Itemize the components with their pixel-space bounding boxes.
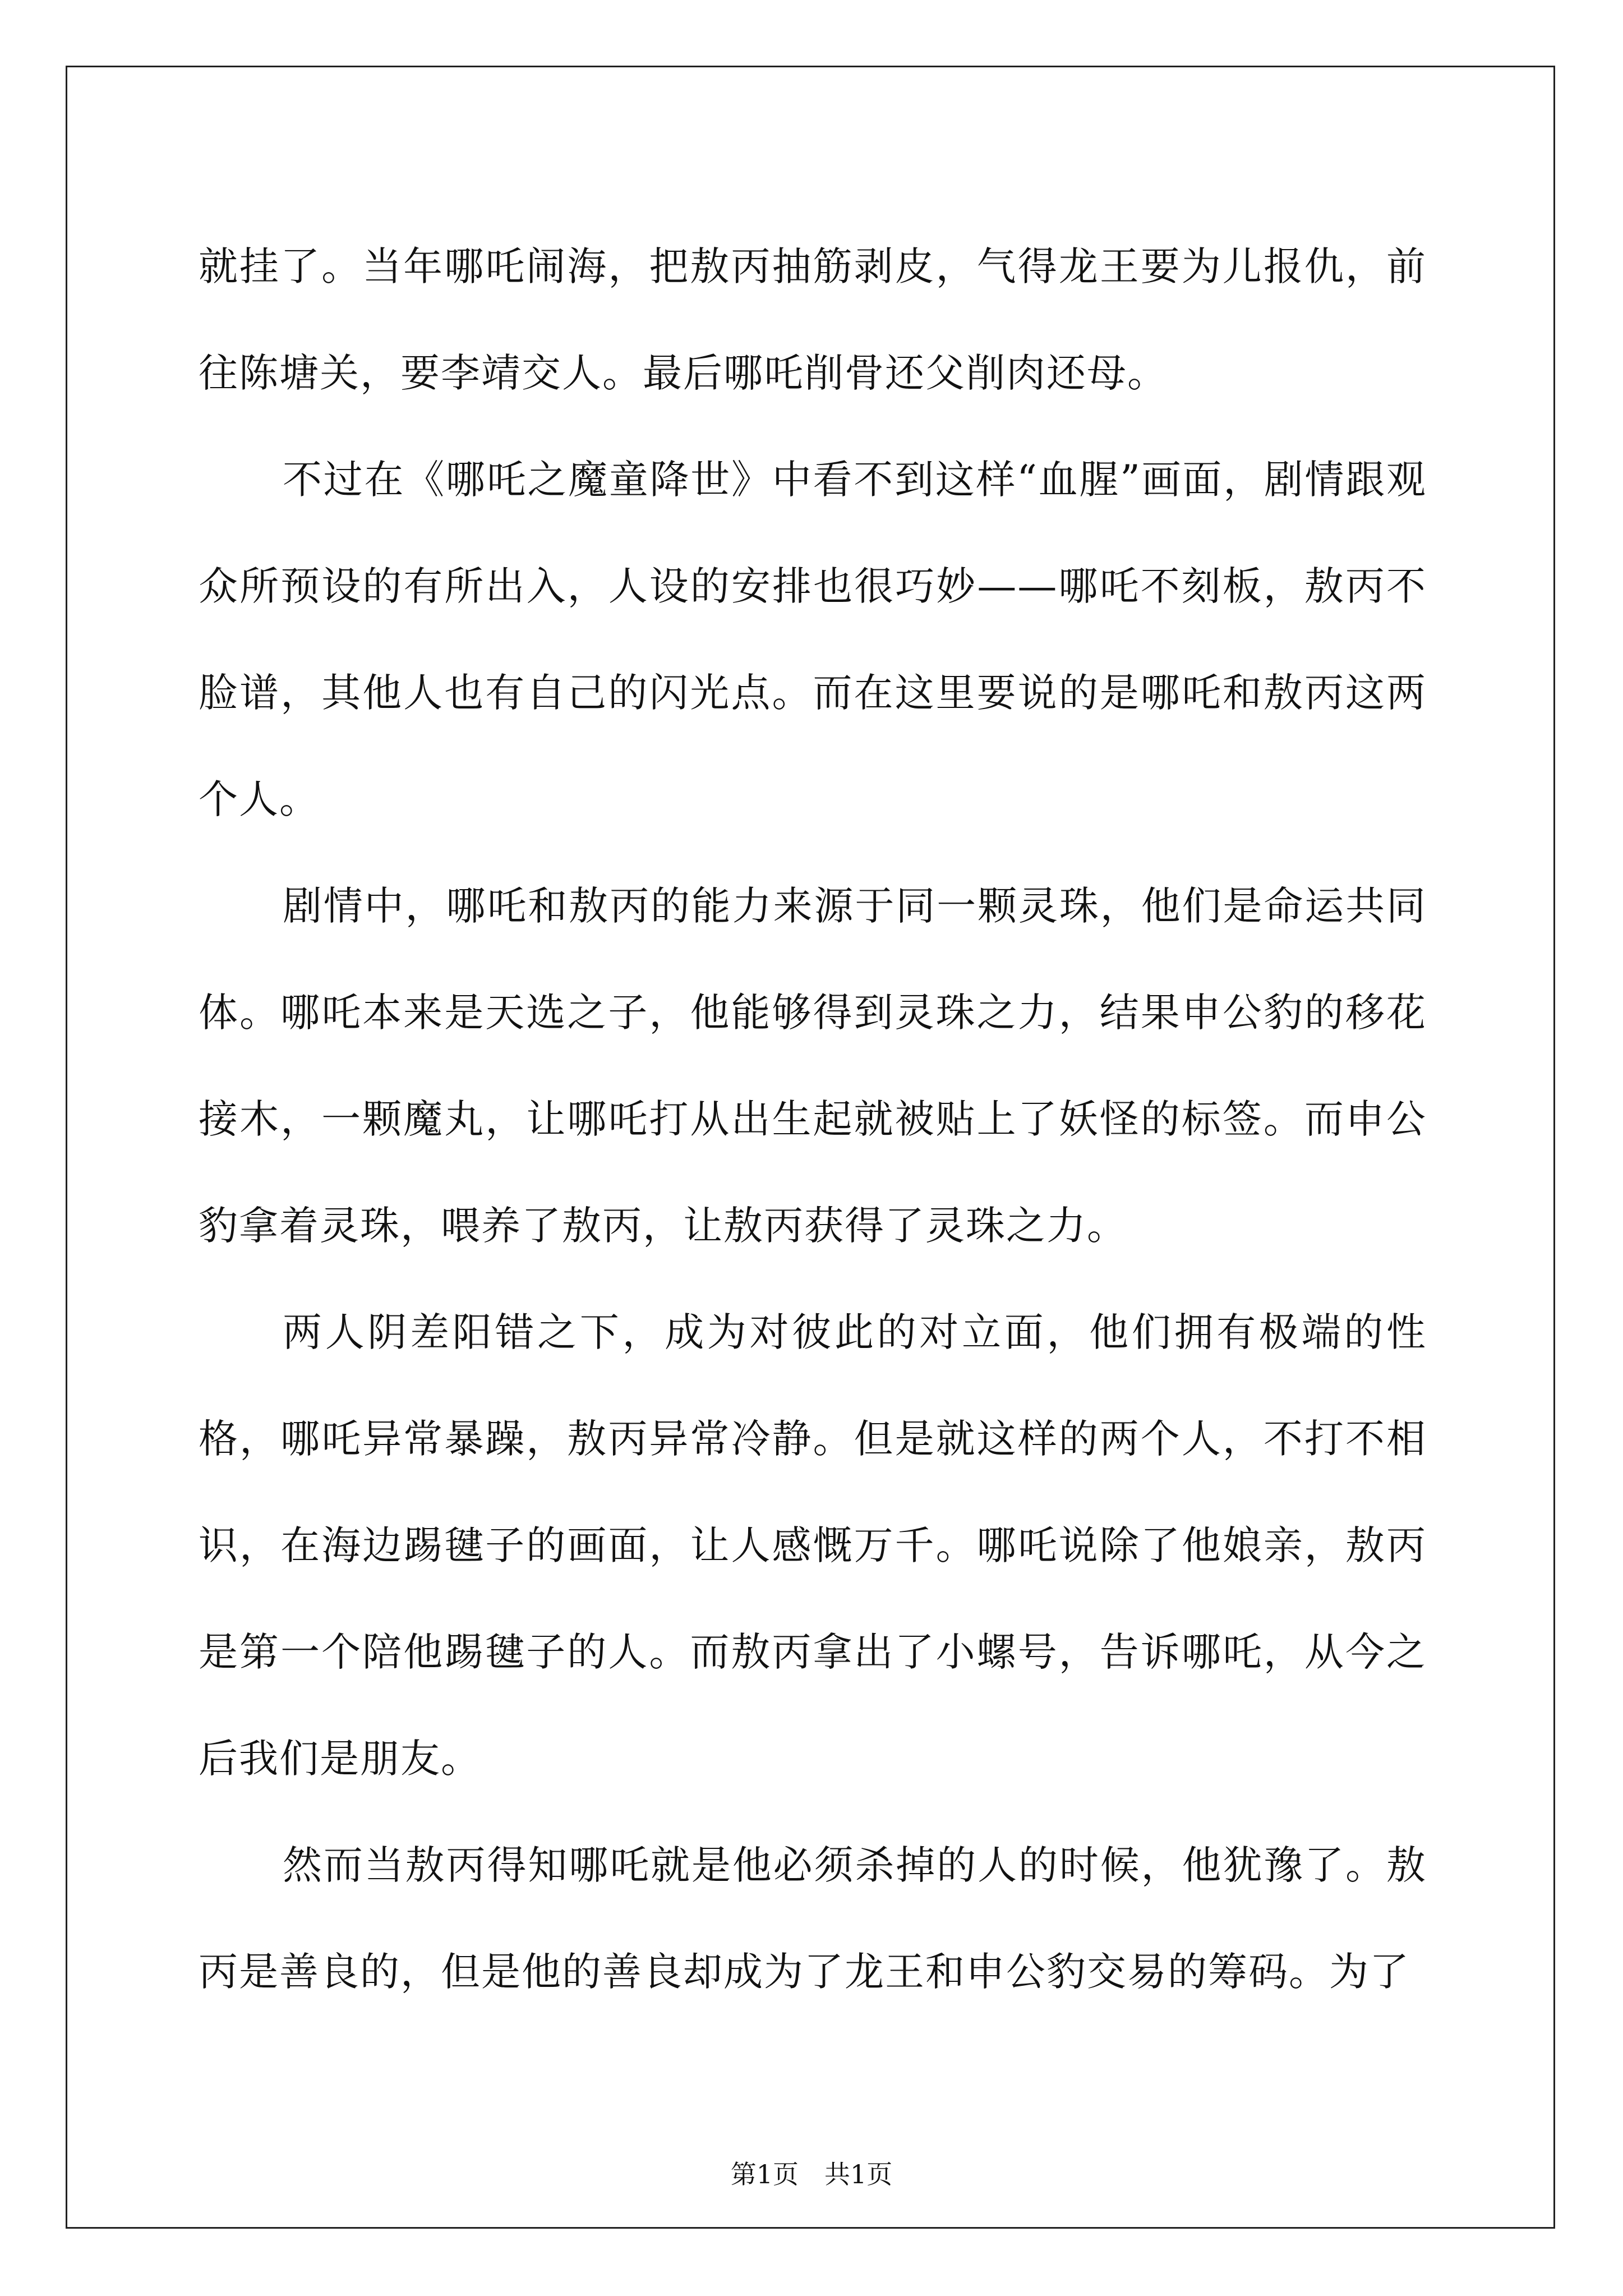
page-footer [0, 2154, 1623, 2191]
paragraph: 剧情中，哪吒和敖丙的能力来源于同一颗灵珠，他们是命运共同体。哪吒本来是天选之子，他能够得到灵珠之力，结果申公豹的移花接木，一颗魔丸，让哪吒打从出生起就被贴上了妖怪的标签。而申公豹拿着灵珠，喂养了敖丙，让敖丙获得了灵珠之力。 [199, 883, 1427, 1249]
paragraph: 不过在《哪吒之魔童降世》中看不到这样“血腥”画面，剧情跟观众所预设的有所出入，人设的安排也很巧妙——哪吒不刻板，敖丙不脸谱，其他人也有自己的闪光点。而在这里要说的是哪吒和敖丙这两个人。 [199, 457, 1427, 822]
paragraph: 两人阴差阳错之下，成为对彼此的对立面，他们拥有极端的性格，哪吒异常暴躁，敖丙异常冷静。但是就这样的两个人，不打不相识，在海边踢毽子的画面，让人感慨万千。哪吒说除了他娘亲，敖丙是第一个陪他踢毽子的人。而敖丙拿出了小螺号，告诉哪吒，从今之后我们是朋友。 [199, 1309, 1427, 1782]
paragraph: 就挂了。当年哪吒闹海，把敖丙抽筋剥皮，气得龙王要为儿报仇，前往陈塘关，要李靖交人。最后哪吒削骨还父削肉还母。 [199, 243, 1427, 396]
document-body [199, 213, 1427, 2025]
paragraph: 然而当敖丙得知哪吒就是他必须杀掉的人的时候，他犹豫了。敖丙是善良的，但是他的善良却成为了龙王和申公豹交易的筹码。为了 [199, 1842, 1427, 1995]
page-number: 第1页 共1页 [730, 2159, 893, 2189]
